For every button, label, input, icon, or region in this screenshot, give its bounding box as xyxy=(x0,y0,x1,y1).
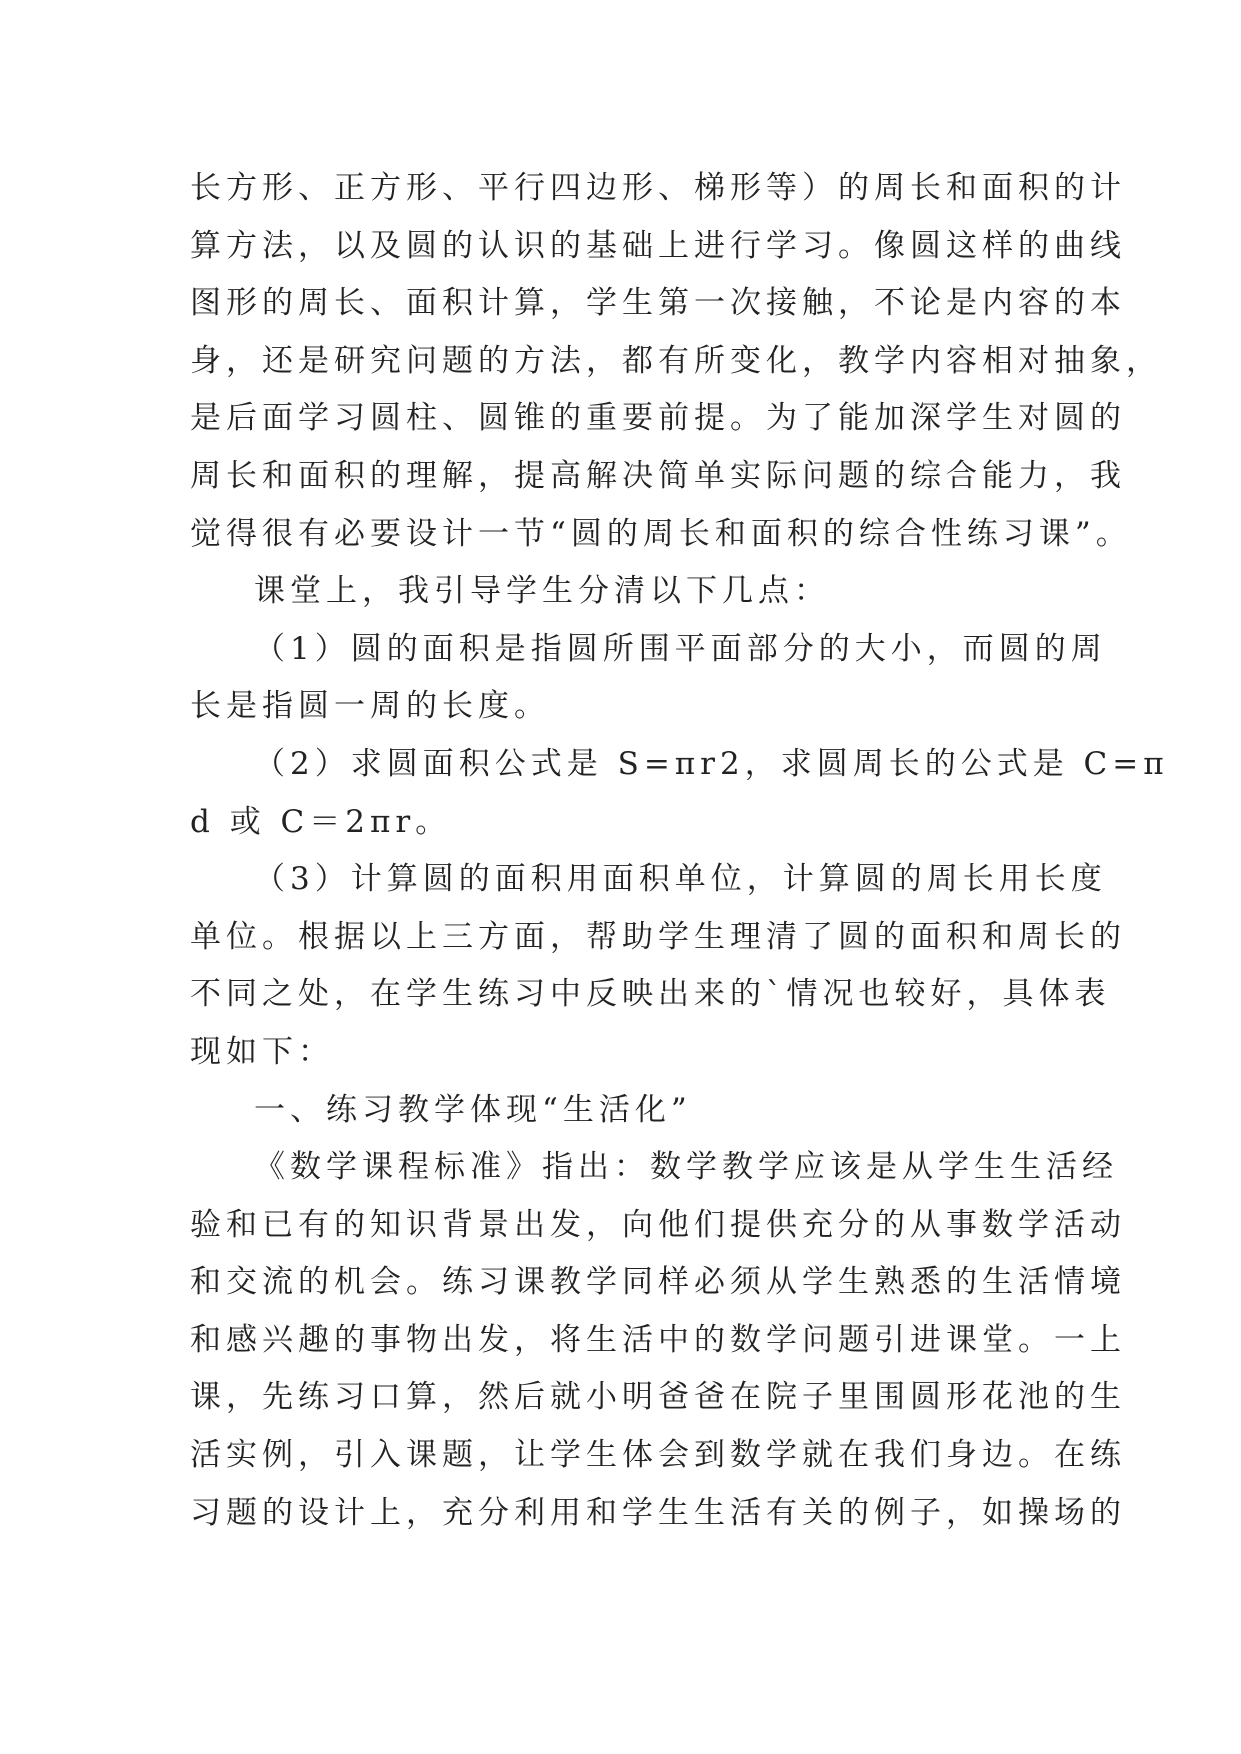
text-line: 图形的周长、面积计算，学生第一次接触，不论是内容的本 xyxy=(190,285,1126,322)
text-line: 课堂上，我引导学生分清以下几点： xyxy=(254,573,830,610)
text-line: 课，先练习口算，然后就小明爸爸在院子里围圆形花池的生 xyxy=(190,1379,1126,1416)
text-line: 身，还是研究问题的方法，都有所变化，教学内容相对抽象， xyxy=(190,342,1162,379)
text-line: 长方形、正方形、平行四边形、梯形等）的周长和面积的计 xyxy=(190,170,1126,206)
text-line: 和感兴趣的事物出发，将生活中的数学问题引进课堂。一上 xyxy=(190,1321,1126,1358)
text-line: （2）求圆面积公式是 S=πr2，求圆周长的公式是 C=π xyxy=(254,745,1169,782)
text-line: （1）圆的面积是指圆所围平面部分的大小，而圆的周 xyxy=(254,630,1107,667)
text-line: 周长和面积的理解，提高解决简单实际问题的综合能力，我 xyxy=(190,457,1126,494)
text-line: 算方法，以及圆的认识的基础上进行学习。像圆这样的曲线 xyxy=(190,227,1126,264)
text-line: 长是指圆一周的长度。 xyxy=(190,688,550,725)
text-line: 和交流的机会。练习课教学同样必须从学生熟悉的生活情境 xyxy=(190,1264,1126,1301)
section-heading: 一、练习教学体现“生活化” xyxy=(254,1091,692,1128)
text-line: 验和已有的知识背景出发，向他们提供充分的从事数学活动 xyxy=(190,1206,1126,1243)
body-text xyxy=(190,160,1169,1542)
text-line: 《数学课程标准》指出：数学教学应该是从学生生活经 xyxy=(254,1149,1118,1186)
text-line: 活实例，引入课题，让学生体会到数学就在我们身边。在练 xyxy=(190,1437,1126,1474)
text-line: 习题的设计上，充分利用和学生生活有关的例子，如操场的 xyxy=(190,1494,1126,1531)
text-line: 单位。根据以上三方面，帮助学生理清了圆的面积和周长的 xyxy=(190,918,1126,955)
text-line: （3）计算圆的面积用面积单位，计算圆的周长用长度 xyxy=(254,861,1107,898)
text-line: 觉得很有必要设计一节“圆的周长和面积的综合性练习课”。 xyxy=(190,515,1132,552)
text-line: 不同之处，在学生练习中反映出来的`情况也较好，具体表 xyxy=(190,976,1111,1013)
text-line: 是后面学习圆柱、圆锥的重要前提。为了能加深学生对圆的 xyxy=(190,400,1126,437)
text-line: d 或 C＝2πr。 xyxy=(190,803,452,840)
text-line: 现如下： xyxy=(190,1033,334,1070)
